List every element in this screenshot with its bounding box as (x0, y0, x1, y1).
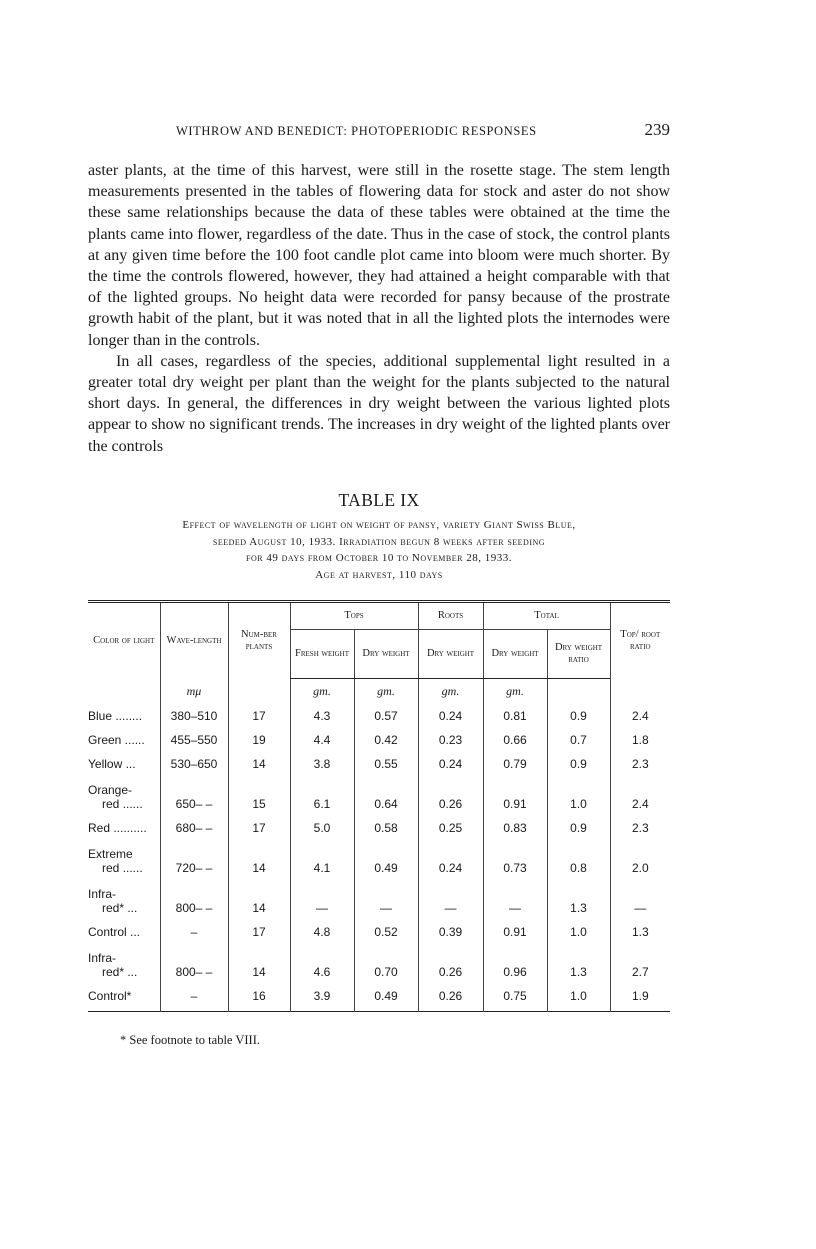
units-cell: gm. (418, 679, 483, 702)
wavelength-cell: – (160, 981, 228, 1012)
table-row (88, 701, 670, 725)
wavelength-cell: 380–510 (160, 701, 228, 725)
ratio-cell: 0.9 (547, 701, 610, 725)
units-cell (610, 679, 670, 702)
units-cell: mμ (160, 679, 228, 702)
fresh-cell: 5.0 (290, 813, 354, 837)
tops-dry-cell: 0.57 (354, 701, 418, 725)
units-cell (547, 679, 610, 702)
wavelength-cell: 800– – (160, 877, 228, 917)
footnote: * See footnote to table VIII. (120, 1033, 261, 1047)
header-color-of-light: Color of light (93, 634, 155, 646)
wavelength-cell: 720– – (160, 837, 228, 877)
caption-line-3: for 49 days from October 10 to November 28, 1933. (246, 552, 512, 565)
table-row (88, 749, 670, 773)
header-tops-dry-weight: Dry weight (354, 630, 418, 679)
header-total-dry-weight: Dry weight (483, 630, 547, 679)
page-header (88, 122, 670, 144)
roots-dry-cell: 0.39 (418, 917, 483, 941)
wavelength-cell: 530–650 (160, 749, 228, 773)
color-label-line: Blue ........ (88, 709, 143, 723)
ratio-cell: 1.0 (547, 917, 610, 941)
header-tops: Tops (290, 602, 418, 630)
caption-line-4: Age at harvest, 110 days (315, 568, 443, 581)
total-dry-cell: 0.81 (483, 701, 547, 725)
page-number: 239 (644, 120, 670, 139)
table-row (88, 941, 670, 981)
table-row (88, 877, 670, 917)
color-label-line: Orange- (88, 783, 133, 797)
color-label-line: Control* (88, 989, 132, 1003)
header-dry-weight-ratio: Dry weight ratio (547, 630, 610, 679)
plants-cell: 17 (228, 813, 290, 837)
total-dry-cell: 0.79 (483, 749, 547, 773)
header-wavelength: Wave-length (160, 602, 228, 679)
roots-dry-cell: 0.26 (418, 941, 483, 981)
color-of-light-cell (88, 701, 160, 725)
paragraph-1: aster plants, at the time of this harvest, were still in the rosette stage. The stem length measurements presented in the tables of flowering data for stock and aster do not show these same relationships because the data of these tables were obtained at the time the plants came into flower, regardless of the date. Thus in the case of stock, the control plants at any given time before the 100 foot candle plot came into bloom were much shorter. By the time the controls flowered, however, they had attained a height comparable with that of the lighted groups. No height data were recorded for pansy because of the prostrate growth habit of the plant, but it was noted that in all the lighted plots the internodes were longer than in the controls. (88, 162, 670, 349)
total-dry-cell: 0.66 (483, 725, 547, 749)
ratio-cell: 0.9 (547, 749, 610, 773)
fresh-cell: 3.9 (290, 981, 354, 1012)
roots-dry-cell: 0.26 (418, 773, 483, 813)
body-text (88, 160, 670, 457)
roots-dry-cell: 0.23 (418, 725, 483, 749)
ratio-cell: 1.3 (547, 877, 610, 917)
top-root-cell: 2.4 (610, 773, 670, 813)
ratio-cell: 1.0 (547, 773, 610, 813)
header-fresh-weight: Fresh weight (290, 630, 354, 679)
units-cell (228, 679, 290, 702)
color-label-line: red* ... (102, 901, 138, 915)
plants-cell: 19 (228, 725, 290, 749)
color-of-light-cell (88, 749, 160, 773)
ratio-cell: 1.3 (547, 941, 610, 981)
wavelength-cell: – (160, 917, 228, 941)
roots-dry-cell: 0.24 (418, 701, 483, 725)
color-of-light-cell (88, 773, 160, 813)
wavelength-cell: 650– – (160, 773, 228, 813)
table-row (88, 725, 670, 749)
table-row (88, 837, 670, 877)
plants-cell: 16 (228, 981, 290, 1012)
color-of-light-cell (88, 877, 160, 917)
caption-line-2: seeded August 10, 1933. Irradiation begun 8 weeks after seeding (212, 535, 546, 548)
ratio-cell: 1.0 (547, 981, 610, 1012)
units-row (88, 679, 670, 702)
ratio-cell: 0.9 (547, 813, 610, 837)
color-of-light-cell (88, 725, 160, 749)
top-root-cell: 2.0 (610, 837, 670, 877)
plants-cell: 14 (228, 941, 290, 981)
total-dry-cell: — (483, 877, 547, 917)
plants-cell: 14 (228, 837, 290, 877)
fresh-cell: 3.8 (290, 749, 354, 773)
top-root-cell: — (610, 877, 670, 917)
tops-dry-cell: 0.42 (354, 725, 418, 749)
color-label-line: Control ... (88, 925, 141, 939)
table-row (88, 773, 670, 813)
color-of-light-cell (88, 917, 160, 941)
tops-dry-cell: 0.58 (354, 813, 418, 837)
ratio-cell: 0.7 (547, 725, 610, 749)
color-label-line: Extreme (88, 847, 133, 861)
total-dry-cell: 0.75 (483, 981, 547, 1012)
roots-dry-cell: 0.24 (418, 749, 483, 773)
wavelength-cell: 455–550 (160, 725, 228, 749)
color-label-line: Infra- (88, 887, 117, 901)
header-number-plants: Num-ber plants (228, 602, 290, 679)
total-dry-cell: 0.73 (483, 837, 547, 877)
units-cell: gm. (483, 679, 547, 702)
roots-dry-cell: — (418, 877, 483, 917)
total-dry-cell: 0.83 (483, 813, 547, 837)
tops-dry-cell: 0.55 (354, 749, 418, 773)
table-caption (96, 517, 662, 583)
roots-dry-cell: 0.25 (418, 813, 483, 837)
color-label-line: red* ... (102, 965, 138, 979)
tops-dry-cell: 0.49 (354, 981, 418, 1012)
tops-dry-cell: 0.64 (354, 773, 418, 813)
units-cell (88, 679, 160, 702)
data-table (88, 600, 670, 1012)
top-root-cell: 1.3 (610, 917, 670, 941)
top-root-cell: 2.7 (610, 941, 670, 981)
wavelength-cell: 800– – (160, 941, 228, 981)
units-cell: gm. (354, 679, 418, 702)
tops-dry-cell: 0.70 (354, 941, 418, 981)
top-root-cell: 1.9 (610, 981, 670, 1012)
color-label-line: Green ...... (88, 733, 145, 747)
plants-cell: 17 (228, 917, 290, 941)
plants-cell: 14 (228, 877, 290, 917)
color-label-line: Red .......... (88, 821, 147, 835)
header-roots-dry-weight: Dry weight (418, 630, 483, 679)
color-of-light-cell (88, 981, 160, 1012)
tops-dry-cell: 0.49 (354, 837, 418, 877)
top-root-cell: 2.4 (610, 701, 670, 725)
units-cell: gm. (290, 679, 354, 702)
header-roots: Roots (418, 602, 483, 630)
fresh-cell: 4.1 (290, 837, 354, 877)
table-row (88, 917, 670, 941)
paragraph-2: In all cases, regardless of the species, additional supplemental light resulted in a greater total dry weight per plant than the weight for the plants subjected to the natural short days. In general, the differences in dry weight between the various lighted plots appear to show no significant trends. The increases in dry weight of the lighted plants over the controls (88, 352, 670, 455)
top-root-cell: 2.3 (610, 813, 670, 837)
caption-line-1: Effect of wavelength of light on weight of pansy, variety Giant Swiss Blue, (182, 519, 576, 531)
plants-cell: 14 (228, 749, 290, 773)
fresh-cell: 4.6 (290, 941, 354, 981)
total-dry-cell: 0.91 (483, 917, 547, 941)
ratio-cell: 0.8 (547, 837, 610, 877)
color-label-line: red ...... (102, 861, 143, 875)
total-dry-cell: 0.91 (483, 773, 547, 813)
top-root-cell: 1.8 (610, 725, 670, 749)
wavelength-cell: 680– – (160, 813, 228, 837)
fresh-cell: 4.3 (290, 701, 354, 725)
roots-dry-cell: 0.24 (418, 837, 483, 877)
plants-cell: 15 (228, 773, 290, 813)
fresh-cell: 4.4 (290, 725, 354, 749)
color-of-light-cell (88, 837, 160, 877)
table-row (88, 813, 670, 837)
plants-cell: 17 (228, 701, 290, 725)
header-total: Total (483, 602, 610, 630)
color-of-light-cell (88, 813, 160, 837)
running-head: WITHROW AND BENEDICT: PHOTOPERIODIC RESPONSES (176, 124, 537, 138)
fresh-cell: 4.8 (290, 917, 354, 941)
fresh-cell: 6.1 (290, 773, 354, 813)
total-dry-cell: 0.96 (483, 941, 547, 981)
tops-dry-cell: 0.52 (354, 917, 418, 941)
table-row (88, 981, 670, 1012)
color-of-light-cell (88, 941, 160, 981)
tops-dry-cell: — (354, 877, 418, 917)
color-label-line: Infra- (88, 951, 117, 965)
table-title: TABLE IX (338, 490, 420, 510)
color-label-line: red ...... (102, 797, 143, 811)
header-top-root-ratio: Top/ root ratio (610, 602, 670, 679)
color-label-line: Yellow ... (88, 757, 136, 771)
roots-dry-cell: 0.26 (418, 981, 483, 1012)
fresh-cell: — (290, 877, 354, 917)
top-root-cell: 2.3 (610, 749, 670, 773)
